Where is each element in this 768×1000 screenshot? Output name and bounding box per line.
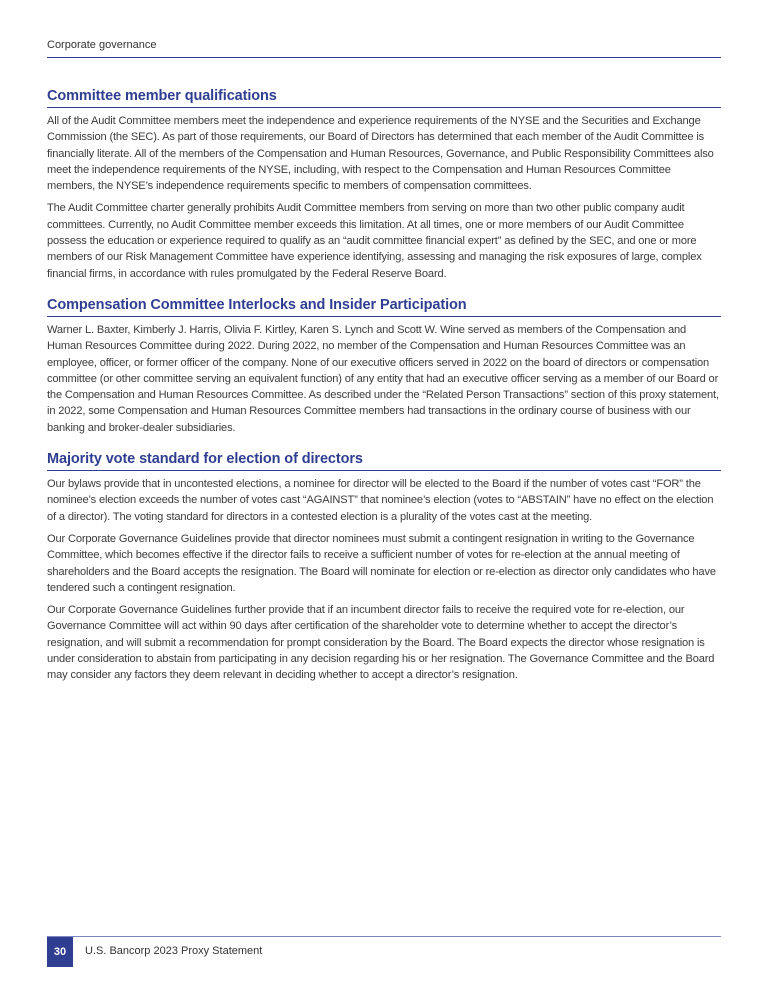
page-number: 30 (47, 937, 73, 967)
paragraph: Our Corporate Governance Guidelines provide that director nominees must submit a contingent resignation in writing to the Governance Committee, which becomes effective if the director fails to receive a sufficient number of votes for re-election at the annual meeting of shareholders and the Board accepts the resignation. The Board will nominate for election or re-election as director only candidates who have tendered such a contingent resignation. (47, 532, 716, 594)
paragraph: The Audit Committee charter generally prohibits Audit Committee members from serving on more than two other public company audit committees. Currently, no Audit Committee member exceeds this limitation. At all times, one or more members of our Audit Committee possess the education or experience required to qualify as an “audit committee financial expert” as defined by the SEC, and one or more members of our Risk Management Committee have experience identifying, assessing and managing the risk exposures of large, complex financial firms, in accordance with rules promulgated by the Federal Reserve Board. (47, 202, 702, 280)
page-header (47, 35, 721, 58)
section-heading: Majority vote standard for election of directors (47, 451, 721, 471)
section-majority-vote (47, 451, 721, 684)
section-label: Corporate governance (47, 39, 157, 51)
section-compensation-interlocks (47, 297, 721, 436)
paragraph: Our Corporate Governance Guidelines further provide that if an incumbent director fails to receive the required vote for re-election, our Governance Committee will act within 90 days after certification of the shareholder vote to determine whether to accept the director’s resignation, and will submit a recommendation for prompt consideration by the Board. The Board expects the director whose resignation is under consideration to abstain from participating in any decision regarding his or her resignation. The Governance Committee and the Board may consider any factors they deem relevant in deciding whether to accept a director’s resignation. (47, 604, 715, 682)
document-title: U.S. Bancorp 2023 Proxy Statement (85, 945, 263, 957)
paragraph: Our bylaws provide that in uncontested elections, a nominee for director will be elected to the Board if the number of votes cast “FOR” the nominee’s election exceeds the number of votes cast “AGAINST” that nominee’s election (votes to “ABSTAIN” have no effect on the election of a director). The voting standard for directors in a contested election is a plurality of the votes cast at the meeting. (47, 478, 714, 523)
section-committee-qualifications (47, 88, 721, 282)
page-footer (47, 936, 721, 967)
page-content (47, 88, 721, 684)
paragraph: All of the Audit Committee members meet the independence and experience requirements of the NYSE and the Securities and Exchange Commission (the SEC). As part of those requirements, our Board of Directors has determined that each member of the Audit Committee is financially literate. All of the members of the Compensation and Human Resources, Governance, and Public Responsibility Committees also meet the independence requirements of the NYSE, including, with respect to the Compensation and Human Resources Committee members, the NYSE’s independence requirements specific to members of compensation committees. (47, 115, 714, 193)
paragraph: Warner L. Baxter, Kimberly J. Harris, Olivia F. Kirtley, Karen S. Lynch and Scott W. Wine served as members of the Compensation and Human Resources Committee during 2022. During 2022, no member of the Compensation and Human Resources Committee was an employee, officer, or former officer of the company. None of our executive officers served in 2022 on the board of directors or compensation committee (or other committee serving an equivalent function) of any entity that had an executive officer serving as a member of our Board or the Compensation and Human Resources Committee. As described under the “Related Person Transactions” section of this proxy statement, in 2022, some Compensation and Human Resources Committee members had transactions in the ordinary course of business with our banking and broker-dealer subsidiaries. (47, 323, 719, 434)
section-heading: Compensation Committee Interlocks and Insider Participation (47, 297, 721, 317)
section-heading: Committee member qualifications (47, 88, 721, 108)
